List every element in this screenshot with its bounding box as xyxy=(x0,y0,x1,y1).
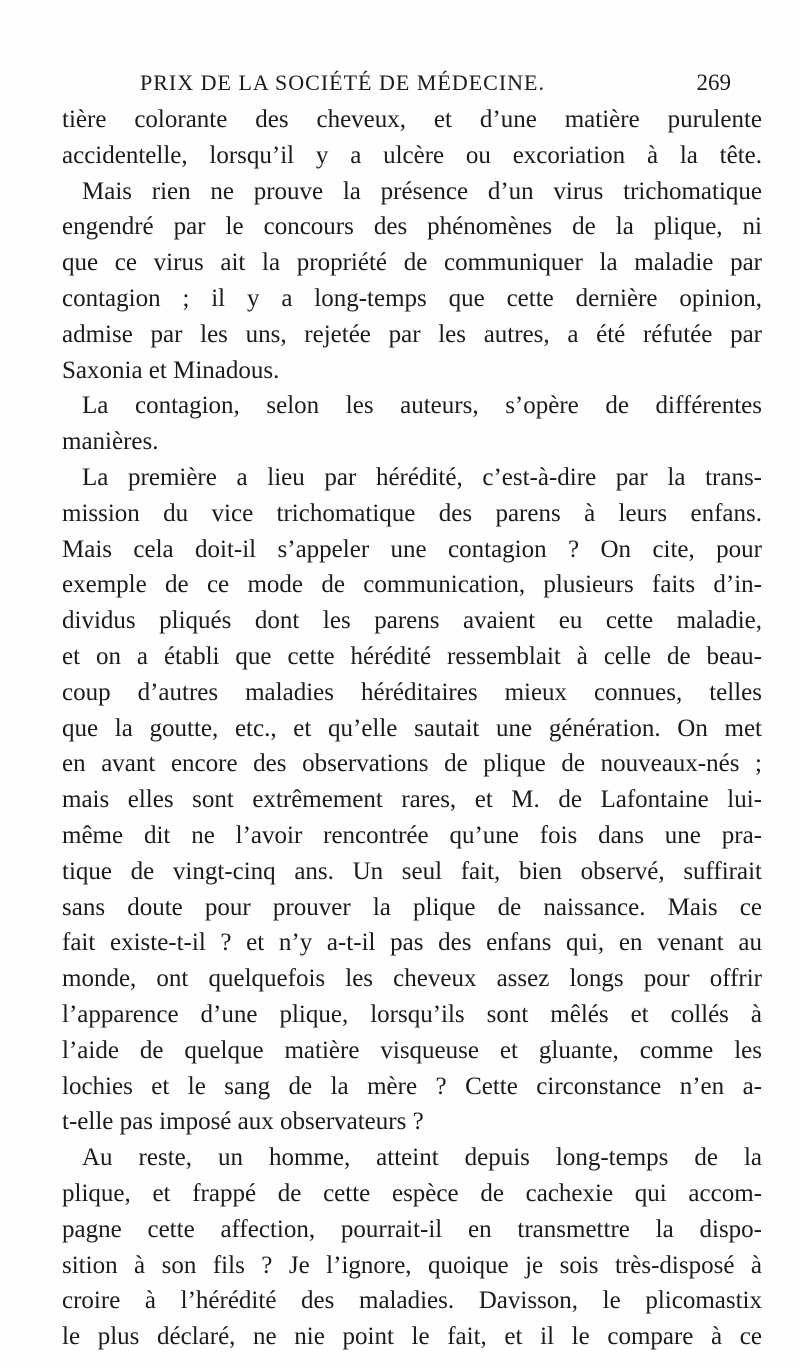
text-line: dividus pliqués dont les parens avaient eu cette maladie, xyxy=(62,607,762,635)
text-line: Mais cela doit-il s’appeler une contagion ? On cite, pour xyxy=(62,535,762,563)
text-line: croire à l’hérédité des maladies. Davisson, le plicomastix xyxy=(62,1287,762,1315)
text-line: monde, ont quelquefois les cheveux assez longs pour offrir xyxy=(62,965,762,993)
text-line: plique, et frappé de cette espèce de cachexie qui accom- xyxy=(62,1179,762,1207)
text-line: et on a établi que cette hérédité ressemblait à celle de beau- xyxy=(62,642,762,670)
text-line: Au reste, un homme, atteint depuis long-temps de la xyxy=(82,1144,762,1172)
text-line: que la goutte, etc., et qu’elle sautait une génération. On met xyxy=(62,714,762,742)
text-line: fait existe-t-il ? et n’y a-t-il pas des enfans qui, en venant au xyxy=(62,929,762,957)
text-line: sition à son fils ? Je l’ignore, quoique je sois très-disposé à xyxy=(62,1251,762,1279)
text-line: tière colorante des cheveux, et d’une matière purulente xyxy=(62,106,762,133)
text-line: exemple de ce mode de communication, plusieurs faits d’in- xyxy=(62,571,762,599)
text-line: que ce virus ait la propriété de communiquer la maladie par xyxy=(62,249,762,277)
text-line: coup d’autres maladies héréditaires mieux connues, telles xyxy=(62,678,762,706)
text-line: en avant encore des observations de plique de nouveaux-nés ; xyxy=(62,750,762,778)
text-line: l’apparence d’une plique, lorsqu’ils sont mêlés et collés à xyxy=(62,1000,762,1028)
text-line: pagne cette affection, pourrait-il en transmettre la dispo- xyxy=(62,1215,762,1243)
text-line: mais elles sont extrêmement rares, et M. de Lafontaine lui- xyxy=(62,786,762,814)
text-line: La contagion, selon les auteurs, s’opère de différentes xyxy=(82,392,762,420)
running-title: PRIX DE LA SOCIÉTÉ DE MÉDECINE. xyxy=(140,70,545,95)
text-line: Mais rien ne prouve la présence d’un virus trichomatique xyxy=(82,177,762,205)
text-line: La première a lieu par hérédité, c’est-à-dire par la trans- xyxy=(82,463,762,491)
text-line: même dit ne l’avoir rencontrée qu’une fois dans une pra- xyxy=(62,821,762,849)
text-line: admise par les uns, rejetée par les autres, a été réfutée par xyxy=(62,320,762,348)
text-line: contagion ; il y a long-temps que cette dernière opinion, xyxy=(62,284,762,312)
text-line: tique de vingt-cinq ans. Un seul fait, bien observé, suffirait xyxy=(62,857,762,885)
page-number: 269 xyxy=(696,70,731,95)
text-line: engendré par le concours des phénomènes de la plique, ni xyxy=(62,213,762,241)
text-line: manières. xyxy=(62,428,159,456)
text-line: sans doute pour prouver la plique de naissance. Mais ce xyxy=(62,893,762,921)
text-line: mission du vice trichomatique des parens à leurs enfans. xyxy=(62,499,762,527)
text-line: Saxonia et Minadous. xyxy=(62,356,280,384)
text-line: l’aide de quelque matière visqueuse et gluante, comme les xyxy=(62,1036,762,1064)
text-line: le plus déclaré, ne nie point le fait, et il le compare à ce xyxy=(62,1323,762,1351)
body-text xyxy=(62,102,762,1355)
text-line: accidentelle, lorsqu’il y a ulcère ou excoriation à la tête. xyxy=(62,141,762,169)
text-line: lochies et le sang de la mère ? Cette circonstance n’en a- xyxy=(62,1072,762,1100)
text-line: t-elle pas imposé aux observateurs ? xyxy=(62,1108,424,1136)
